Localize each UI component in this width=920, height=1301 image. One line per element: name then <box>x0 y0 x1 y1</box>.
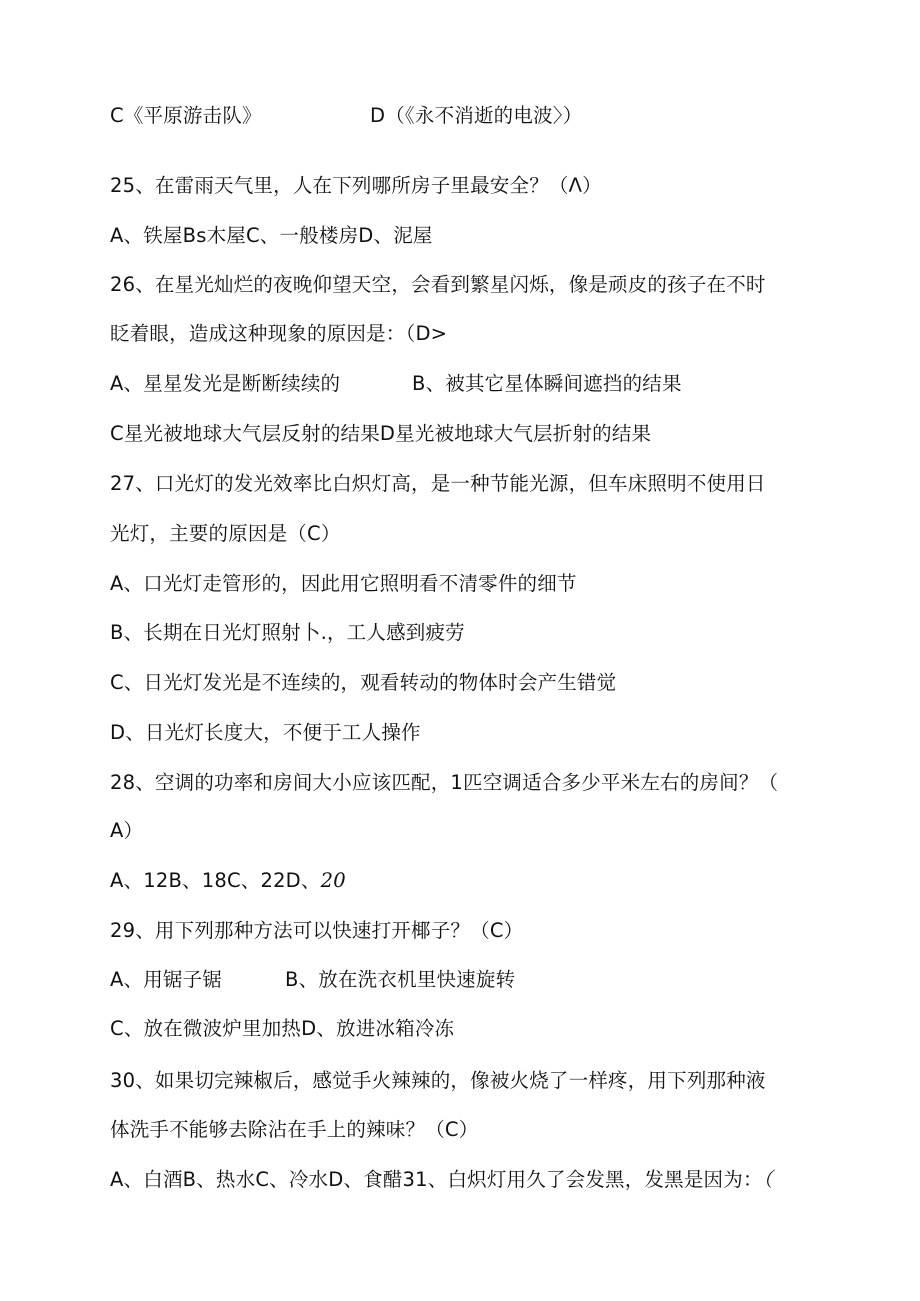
question-28-options <box>110 868 346 894</box>
open-paren: （ <box>762 1168 773 1191</box>
question-27-option-a: A、口光灯走管形的，因此用它照明看不清零件的细节 <box>110 572 577 595</box>
question-26-option-a: A、星星发光是断断续续的 <box>110 372 341 395</box>
question-27-option-b: B、长期在日光灯照射卜.，工人感到疲劳 <box>110 621 465 644</box>
question-29-option-a: A、用锯子锯 <box>110 968 223 991</box>
question-26-line-2: 眨着眼，造成这种现象的原因是：（D> <box>110 322 448 345</box>
question-27-line-1: 27、口光灯的发光效率比白炽灯高，是一种节能光源，但车床照明不使用日 <box>110 472 766 495</box>
question-29-options-cd: C、放在微波炉里加热D、放进冰箱冷冻 <box>110 1017 455 1040</box>
question-28-line-1: 28、空调的功率和房间大小应该匹配，1匹空调适合多少平米左右的房间？（ <box>110 771 779 794</box>
question-26-options-cd: C星光被地球大气层反射的结果D星光被地球大气层折射的结果 <box>110 422 652 445</box>
question-30-line-1: 30、如果切完辣椒后，感觉手火辣辣的，像被火烧了一样疼，用下列那种液 <box>110 1069 766 1092</box>
option-d-text: D（《永不消逝的电波〉） <box>370 104 583 127</box>
question-30-line-2: 体洗手不能够去除沾在手上的辣味？（C） <box>110 1118 479 1141</box>
question-27-option-d: D、日光灯长度大，不便于工人操作 <box>110 721 421 744</box>
question-28-option-d-value: 20 <box>320 869 346 892</box>
question-28-line-2: A） <box>110 819 144 842</box>
question-27-option-c: C、日光灯发光是不连续的，观看转动的物体时会产生错觉 <box>110 671 617 694</box>
option-c-text: C《平原游击队》 <box>110 104 262 127</box>
question-25: 25、在雷雨天气里，人在下列哪所房子里最安全？（Λ） <box>110 174 602 197</box>
question-27-line-2: 光灯，主要的原因是（C） <box>110 522 341 545</box>
question-29-option-b: B、放在洗衣机里快速旋转 <box>285 968 516 991</box>
question-30-options-text: A、白酒B、热水C、冷水D、食醋31、白炽灯用久了会发黑，发黑是因为： <box>110 1168 763 1191</box>
question-29: 29、用下列那种方法可以快速打开椰子？（C） <box>110 919 524 942</box>
question-30-options <box>110 1167 773 1193</box>
question-26-line-1: 26、在星光灿烂的夜晚仰望天空，会看到繁星闪烁，像是顽皮的孩子在不时 <box>110 273 766 296</box>
question-28-options-text: A、12B、18C、22D、 <box>110 869 321 892</box>
question-26-option-b: B、被其它星体瞬间遮挡的结果 <box>412 372 682 395</box>
question-25-options: A、铁屋Bs木屋C、一般楼房D、泥屋 <box>110 224 433 247</box>
